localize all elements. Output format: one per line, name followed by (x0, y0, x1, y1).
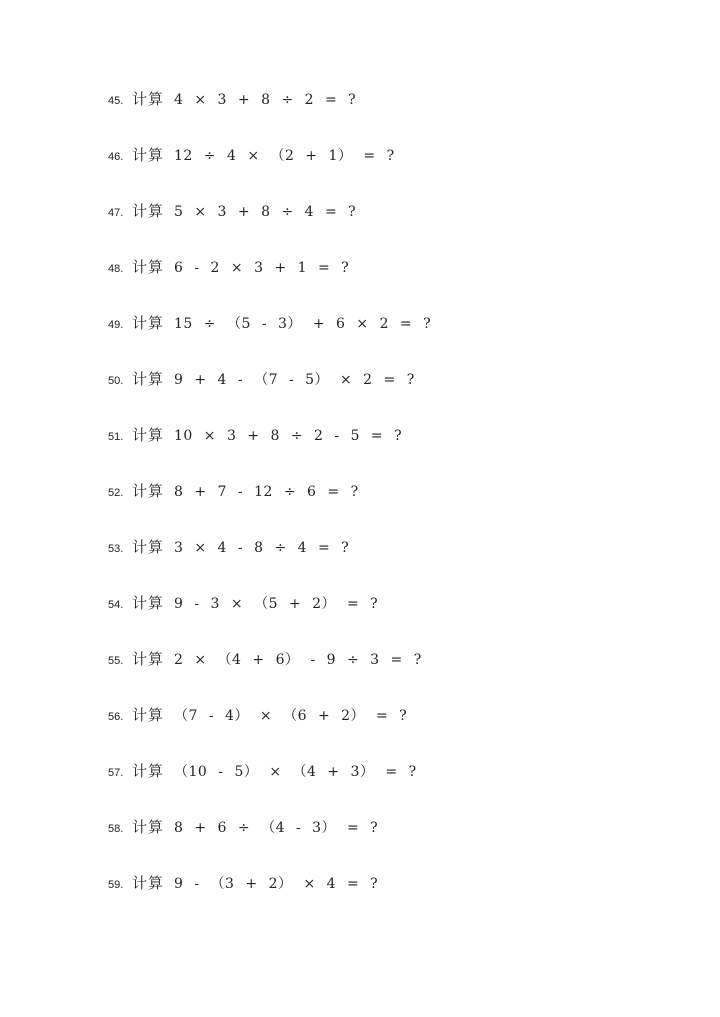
problem-prefix: 计算 (132, 426, 165, 444)
problem-item (108, 535, 431, 591)
problem-number: 51. (108, 431, 124, 443)
problem-number: 52. (108, 487, 124, 499)
problem-expression: （7 - 4） × （6 + 2） = ? (174, 708, 408, 724)
problem-number: 50. (108, 375, 124, 387)
problem-prefix: 计算 (132, 370, 165, 388)
problem-expression: 9 - 3 × （5 + 2） = ? (174, 596, 379, 612)
problem-number: 48. (108, 263, 124, 275)
problem-expression: 9 - （3 + 2） × 4 = ? (174, 876, 379, 892)
problem-item (108, 591, 431, 647)
problem-expression: 10 × 3 + 8 ÷ 2 - 5 = ? (174, 428, 403, 444)
problem-prefix: 计算 (132, 90, 165, 108)
problem-prefix: 计算 (132, 202, 165, 220)
problem-item (108, 759, 431, 815)
problem-prefix: 计算 (132, 706, 165, 724)
problem-prefix: 计算 (132, 594, 165, 612)
problem-number: 46. (108, 151, 124, 163)
problem-item (108, 311, 431, 367)
problem-number: 58. (108, 823, 124, 835)
problem-expression: 15 ÷ （5 - 3） + 6 × 2 = ? (174, 316, 432, 332)
problem-prefix: 计算 (132, 482, 165, 500)
problem-number: 45. (108, 95, 124, 107)
problem-item (108, 423, 431, 479)
problem-number: 49. (108, 319, 124, 331)
problem-expression: （10 - 5） × （4 + 3） = ? (174, 764, 417, 780)
problem-item (108, 143, 431, 199)
problem-list (108, 87, 431, 927)
problem-number: 59. (108, 879, 124, 891)
problem-item (108, 647, 431, 703)
problem-number: 47. (108, 207, 124, 219)
problem-item (108, 255, 431, 311)
problem-expression: 8 + 6 ÷ （4 - 3） = ? (174, 820, 379, 836)
problem-item (108, 703, 431, 759)
problem-number: 56. (108, 711, 124, 723)
problem-item (108, 871, 431, 927)
problem-prefix: 计算 (132, 874, 165, 892)
problem-prefix: 计算 (132, 538, 165, 556)
problem-number: 53. (108, 543, 124, 555)
problem-prefix: 计算 (132, 762, 165, 780)
problem-expression: 9 + 4 - （7 - 5） × 2 = ? (174, 372, 415, 388)
problem-prefix: 计算 (132, 818, 165, 836)
problem-item (108, 479, 431, 535)
problem-expression: 2 × （4 + 6） - 9 ÷ 3 = ? (174, 652, 422, 668)
problem-number: 55. (108, 655, 124, 667)
problem-item (108, 199, 431, 255)
problem-item (108, 815, 431, 871)
problem-item (108, 367, 431, 423)
problem-expression: 6 - 2 × 3 + 1 = ? (174, 260, 350, 276)
problem-expression: 8 + 7 - 12 ÷ 6 = ? (174, 484, 359, 500)
problem-expression: 3 × 4 - 8 ÷ 4 = ? (174, 540, 350, 556)
problem-prefix: 计算 (132, 650, 165, 668)
problem-number: 57. (108, 767, 124, 779)
problem-number: 54. (108, 599, 124, 611)
problem-prefix: 计算 (132, 258, 165, 276)
problem-expression: 12 ÷ 4 × （2 + 1） = ? (174, 148, 395, 164)
problem-expression: 4 × 3 + 8 ÷ 2 = ? (174, 92, 357, 108)
problem-item (108, 87, 431, 143)
problem-prefix: 计算 (132, 314, 165, 332)
problem-expression: 5 × 3 + 8 ÷ 4 = ? (174, 204, 357, 220)
problem-prefix: 计算 (132, 146, 165, 164)
